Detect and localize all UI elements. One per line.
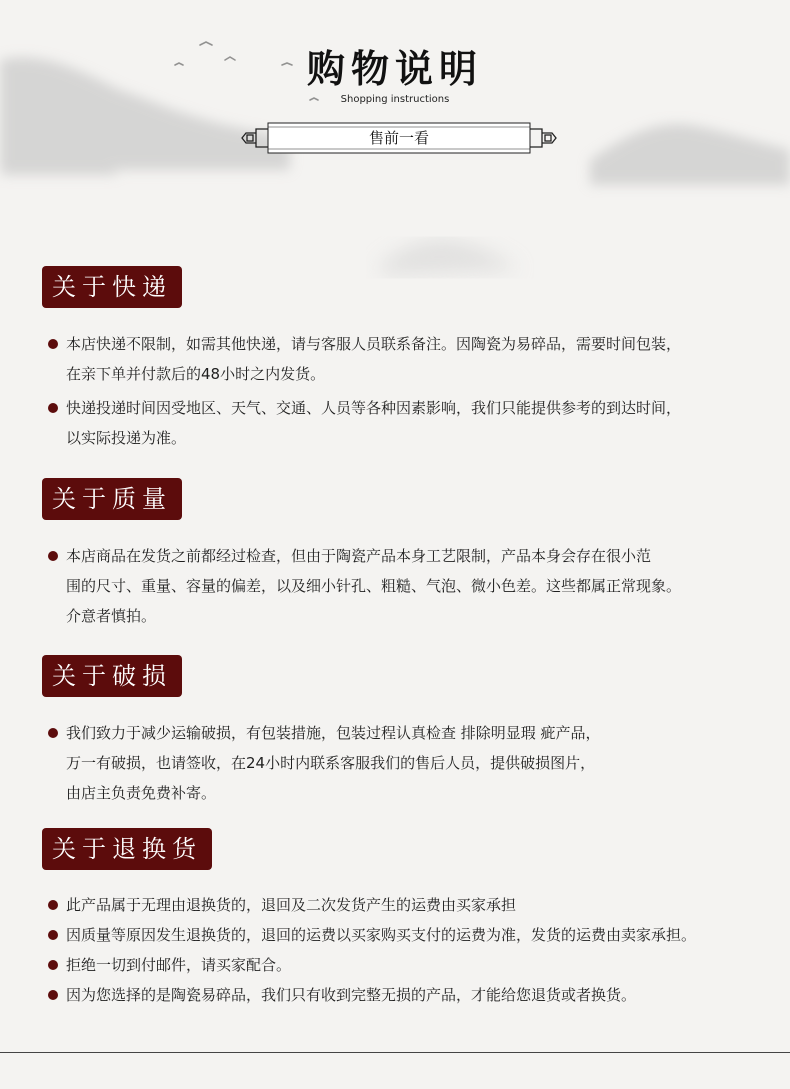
list-item: 我们致力于减少运输破损，有包装措施，包装过程认真检查 排除明显瑕 疵产品， 万一有破损，也请签收，在24小时内联系客服我们的售后人员，提供破损图片， 由店主负责免费补寄。 [48, 718, 778, 808]
bullet-icon [48, 900, 58, 910]
bullet-icon [48, 960, 58, 970]
list-item: 快递投递时间因受地区、天气、交通、人员等各种因素影响，我们只能提供参考的到达时间， 以实际投递为准。 [48, 393, 778, 453]
list-item: 本店快递不限制，如需其他快递，请与客服人员联系备注。因陶瓷为易碎品，需要时间包装， 在亲下单并付款后的48小时之内发货。 [48, 329, 778, 389]
list-item: 拒绝一切到付邮件，请买家配合。 [48, 950, 778, 980]
page-subtitle: Shopping instructions [340, 94, 450, 105]
list-item: 本店商品在发货之前都经过检查，但由于陶瓷产品本身工艺限制，产品本身会存在很小范 围的尺寸、重量、容量的偏差，以及细小针孔、粗糙、气泡、微小色差。这些都属正常现象。 介意者慎拍。 [48, 541, 778, 631]
banner-label: 售前一看 [368, 129, 429, 147]
bullet-icon [48, 403, 58, 413]
list-item: 此产品属于无理由退换货的，退回及二次发货产生的运费由买家承担 [48, 890, 778, 920]
list-item: 因为您选择的是陶瓷易碎品，我们只有收到完整无损的产品，才能给您退货或者换货。 [48, 980, 778, 1010]
section-header-damage: 关于破损 [42, 655, 182, 697]
section-header-returns: 关于退换货 [42, 828, 212, 870]
bullet-icon [48, 728, 58, 738]
section-header-delivery: 关于快递 [42, 266, 182, 308]
bottom-divider [0, 1052, 790, 1053]
bullet-icon [48, 990, 58, 1000]
pre-sale-banner [238, 119, 560, 157]
bullet-icon [48, 551, 58, 561]
section-header-quality: 关于质量 [42, 478, 182, 520]
page-title: 购物说明 [306, 46, 483, 91]
bullet-icon [48, 930, 58, 940]
list-item: 因质量等原因发生退换货的，退回的运费以买家购买支付的运费为准，发货的运费由卖家承担。 [48, 920, 778, 950]
bullet-icon [48, 339, 58, 349]
